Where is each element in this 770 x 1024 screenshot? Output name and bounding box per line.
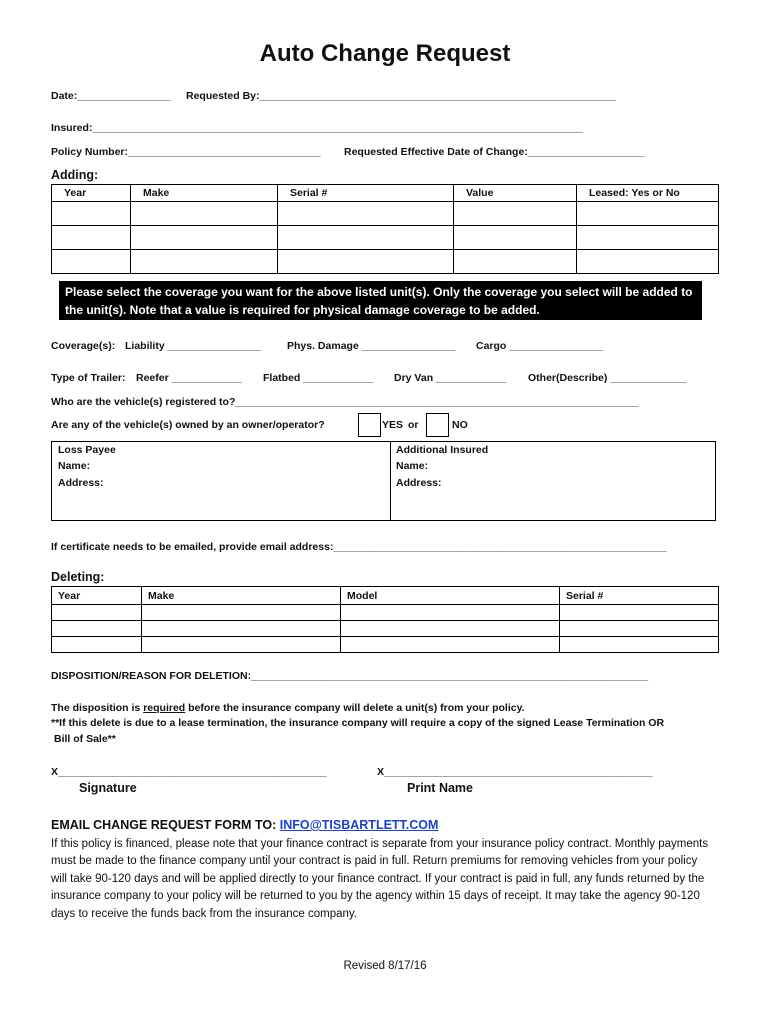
deleting-heading: Deleting: (51, 570, 105, 584)
adding-col-leased: Leased: Yes or No (577, 185, 719, 202)
yes-label: YES (382, 419, 404, 431)
payee-insured-box (51, 441, 716, 521)
deleting-col-serial: Serial # (560, 587, 719, 605)
additional-insured-address[interactable]: Address: (396, 477, 442, 489)
trailer-dry-van[interactable]: Dry Van ____________ (394, 372, 507, 384)
date-field[interactable]: Date:________________ (51, 90, 171, 102)
adding-col-year: Year (52, 185, 131, 202)
email-form-line (51, 818, 438, 832)
table-row[interactable] (52, 621, 719, 637)
table-row[interactable] (52, 226, 719, 250)
loss-payee-address[interactable]: Address: (58, 477, 104, 489)
page-title: Auto Change Request (259, 40, 511, 67)
policy-number-field[interactable]: Policy Number:_________________________________ (51, 146, 321, 158)
signature-line[interactable]: X______________________________________________ (51, 766, 327, 778)
deleting-table (51, 586, 719, 653)
adding-table (51, 184, 719, 274)
trailer-reefer[interactable]: Reefer ____________ (136, 372, 242, 384)
trailer-flatbed[interactable]: Flatbed ____________ (263, 372, 374, 384)
disposition-note-post: before the insurance company will delete a unit(s) from your policy. (185, 702, 525, 714)
deleting-col-make: Make (142, 587, 341, 605)
adding-col-value: Value (454, 185, 577, 202)
lease-note-line2: Bill of Sale** (54, 733, 116, 745)
effective-date-field[interactable]: Requested Effective Date of Change:____________________ (344, 146, 645, 158)
disposition-field[interactable]: DISPOSITION/REASON FOR DELETION:____________________________________________________________________ (51, 670, 649, 682)
email-form-label: EMAIL CHANGE REQUEST FORM TO: (51, 818, 277, 832)
print-name-label: Print Name (407, 781, 473, 795)
deleting-col-model: Model (341, 587, 560, 605)
coverage-label: Coverage(s): (51, 340, 116, 352)
signature-label: Signature (79, 781, 137, 795)
adding-col-serial: Serial # (278, 185, 454, 202)
table-row[interactable] (52, 250, 719, 274)
deleting-col-year: Year (52, 587, 142, 605)
table-row[interactable] (52, 637, 719, 653)
owner-operator-question: Are any of the vehicle(s) owned by an owner/operator? (51, 419, 325, 431)
deleting-header-row (52, 587, 719, 605)
no-checkbox[interactable] (426, 413, 449, 437)
or-label: or (408, 419, 419, 431)
certificate-email-field[interactable]: If certificate needs to be emailed, provide email address:_________________________________________________________ (51, 541, 667, 553)
loss-payee-title: Loss Payee (58, 444, 116, 456)
yes-checkbox[interactable] (358, 413, 381, 437)
additional-insured-title: Additional Insured (396, 444, 489, 456)
email-link[interactable]: INFO@TISBARTLETT.COM (279, 818, 439, 832)
coverage-liability[interactable]: Liability ________________ (125, 340, 262, 352)
additional-insured-name[interactable]: Name: (396, 460, 429, 472)
table-row[interactable] (52, 605, 719, 621)
financing-paragraph: If this policy is financed, please note that your finance contract is separate from your insurance policy contract. Monthly payments must be made to the finance company until your contract is paid in full. Return premiums for removing vehicles from your policy will take 90-120 days and will be applied directly to your finance contract. If your contract is paid in full, any funds returned by the insurance company to your policy will be returned to you by the agency within 15 days of receipt. It may take the agency 90-120 days to receive the funds back from the insurance company. (51, 838, 709, 920)
insured-field[interactable]: Insured:____________________________________________________________________________________ (51, 122, 583, 134)
trailer-label: Type of Trailer: (51, 372, 126, 384)
coverage-cargo[interactable]: Cargo ________________ (476, 340, 603, 352)
no-label: NO (452, 419, 468, 431)
disposition-note (51, 702, 525, 714)
print-name-line[interactable]: X______________________________________________ (377, 766, 653, 778)
table-row[interactable] (52, 202, 719, 226)
disposition-note-pre: The disposition is (51, 702, 144, 714)
payee-divider (390, 442, 391, 520)
trailer-other[interactable]: Other(Describe) _____________ (528, 372, 687, 384)
coverage-phys-damage[interactable]: Phys. Damage ________________ (287, 340, 456, 352)
loss-payee-name[interactable]: Name: (58, 460, 91, 472)
requested-by-field[interactable]: Requested By:_____________________________________________________________ (186, 90, 616, 102)
adding-col-make: Make (131, 185, 278, 202)
adding-heading: Adding: (51, 168, 99, 182)
coverage-notice: Please select the coverage you want for the above listed unit(s). Only the coverage you select will be added to the unit(s). Note that a value is required for physical damage coverage to be added. (59, 281, 702, 320)
lease-note-line1: **If this delete is due to a lease termination, the insurance company will require a copy of the signed Lease Termination OR (51, 717, 665, 729)
revised-date: Revised 8/17/16 (343, 960, 427, 972)
disposition-note-required: required (143, 702, 186, 714)
adding-header-row (52, 185, 719, 202)
registered-field[interactable]: Who are the vehicle(s) registered to?_____________________________________________________________________ (51, 396, 639, 408)
